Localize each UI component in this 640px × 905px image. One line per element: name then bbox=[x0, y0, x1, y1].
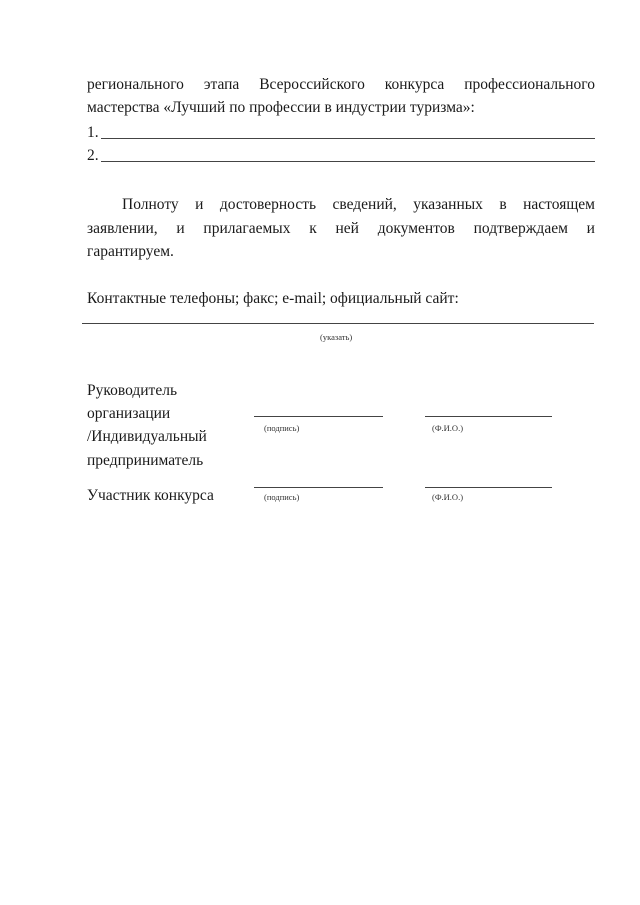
intro-word: Всероссийского bbox=[259, 76, 365, 93]
guarantee-word: и bbox=[176, 220, 185, 237]
guarantee-line-1 bbox=[122, 194, 595, 216]
item-number-1: 1. bbox=[87, 124, 99, 141]
guarantee-line-2 bbox=[87, 218, 595, 240]
intro-line-2: мастерства «Лучший по профессии в индустрии туризма»: bbox=[87, 99, 475, 116]
item-1-blank-line bbox=[101, 138, 595, 139]
item-2-blank-line bbox=[101, 161, 595, 162]
intro-word: этапа bbox=[203, 76, 240, 93]
contacts-label: Контактные телефоны; факс; e-mail; официальный сайт: bbox=[87, 290, 459, 307]
guarantee-word: сведений, bbox=[332, 196, 397, 213]
head-name-caption: (Ф.И.О.) bbox=[432, 423, 464, 433]
participant-signature-line bbox=[254, 487, 383, 488]
contacts-caption: (указать) bbox=[320, 332, 353, 342]
guarantee-word: документов bbox=[377, 220, 455, 237]
guarantee-word: в bbox=[499, 196, 507, 213]
guarantee-word: и bbox=[586, 220, 595, 237]
guarantee-word: Полноту bbox=[122, 196, 179, 213]
guarantee-word: прилагаемых bbox=[203, 220, 291, 237]
head-label-line-3: /Индивидуальный bbox=[87, 428, 207, 445]
guarantee-word: и bbox=[195, 196, 204, 213]
guarantee-word: ней bbox=[335, 220, 359, 237]
guarantee-word: к bbox=[309, 220, 317, 237]
intro-word: профессионального bbox=[464, 76, 595, 93]
head-signature-caption: (подпись) bbox=[264, 423, 300, 433]
participant-name-caption: (Ф.И.О.) bbox=[432, 492, 464, 502]
guarantee-word: настоящем bbox=[523, 196, 595, 213]
contacts-blank-line bbox=[82, 323, 594, 324]
head-label-line-2: организации bbox=[87, 405, 171, 422]
guarantee-word: достоверность bbox=[219, 196, 317, 213]
head-label-line-4: предприниматель bbox=[87, 452, 204, 469]
participant-name-line bbox=[425, 487, 552, 488]
guarantee-word: подтверждаем bbox=[473, 220, 568, 237]
head-name-line bbox=[425, 416, 552, 417]
intro-word: конкурса bbox=[384, 76, 445, 93]
head-signature-line bbox=[254, 416, 383, 417]
guarantee-word: заявлении, bbox=[87, 220, 158, 237]
item-number-2: 2. bbox=[87, 147, 99, 164]
participant-signature-caption: (подпись) bbox=[264, 492, 300, 502]
intro-line-1 bbox=[87, 74, 595, 96]
guarantee-word: указанных bbox=[413, 196, 483, 213]
guarantee-line-3: гарантируем. bbox=[87, 243, 174, 260]
participant-label: Участник конкурса bbox=[87, 487, 214, 504]
head-label-line-1: Руководитель bbox=[87, 382, 178, 399]
intro-word: регионального bbox=[87, 76, 184, 93]
